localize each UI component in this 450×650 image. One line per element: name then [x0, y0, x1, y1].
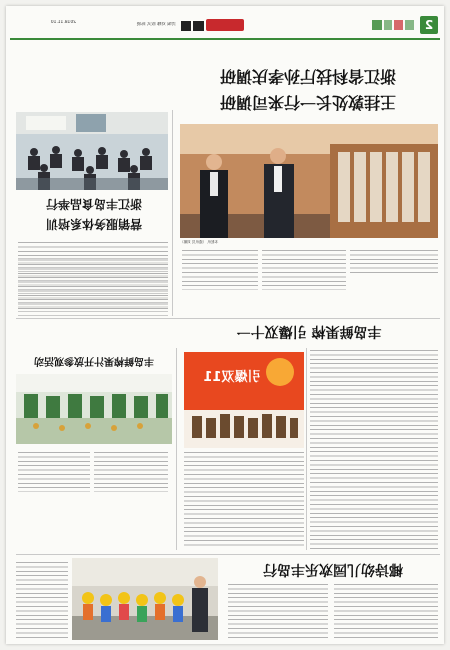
lead-body-col-1: [182, 250, 258, 290]
training-body-text-2: [18, 258, 168, 318]
lead-headline-block: [176, 64, 440, 116]
masthead: [6, 6, 444, 42]
double11-col-mid: [184, 452, 304, 548]
plant-photo: [16, 374, 172, 444]
brand-logo: [370, 17, 416, 33]
lead-headline-line2: 王挂敦处长一行来司调研: [220, 93, 397, 112]
editor-line: 责编 刘娜 版式 陈晓: [136, 22, 176, 27]
training-headline-line1: 浙江丰岛食品举行: [46, 197, 143, 211]
training-headline-block: [20, 194, 168, 236]
masthead-rule: [10, 38, 440, 40]
double11-headline: 丰岛鲜果榨 引爆双十一: [236, 323, 382, 339]
kids-body-col-1: [16, 562, 68, 640]
newspaper-page: [6, 6, 444, 644]
lead-body-col-2: [262, 250, 346, 290]
section-tab-title: [180, 18, 206, 32]
date-line: 2018.11.10: [50, 20, 76, 25]
kids-body-col-3: [334, 584, 438, 640]
section-tab: [206, 19, 244, 31]
kids-headline: 椰诗幼儿园欢乐丰岛行: [263, 561, 403, 577]
kids-body-col-2: [228, 584, 328, 640]
training-headline-line2: 营销服务体系培训: [46, 217, 143, 231]
double11-banner-text: 引爆双11: [203, 370, 261, 385]
column-rule-2: [306, 348, 307, 550]
double11-banner: [184, 352, 304, 448]
plant-body-text-2: [94, 452, 168, 492]
page-number: 2: [424, 18, 434, 32]
lead-headline-line1: 浙江省科技厅孙孝庆调研: [220, 67, 397, 86]
page-number-badge: [420, 16, 438, 34]
plant-headline: 丰岛鲜榨果汁开放参观活动: [34, 355, 154, 366]
section-rule-2: [16, 554, 440, 555]
section-rule-1: [16, 318, 440, 319]
plant-body-text: [18, 452, 90, 492]
lead-photo-caption: 本报讯 （通讯员 刘娜）: [180, 240, 219, 244]
kids-photo: [72, 558, 218, 640]
column-rule-1: [172, 110, 173, 316]
column-rule-3: [176, 348, 177, 550]
lead-photo: [180, 124, 438, 238]
double11-col-right: [310, 350, 438, 550]
training-photo: [16, 112, 168, 190]
lead-body-col-3: [350, 250, 438, 276]
